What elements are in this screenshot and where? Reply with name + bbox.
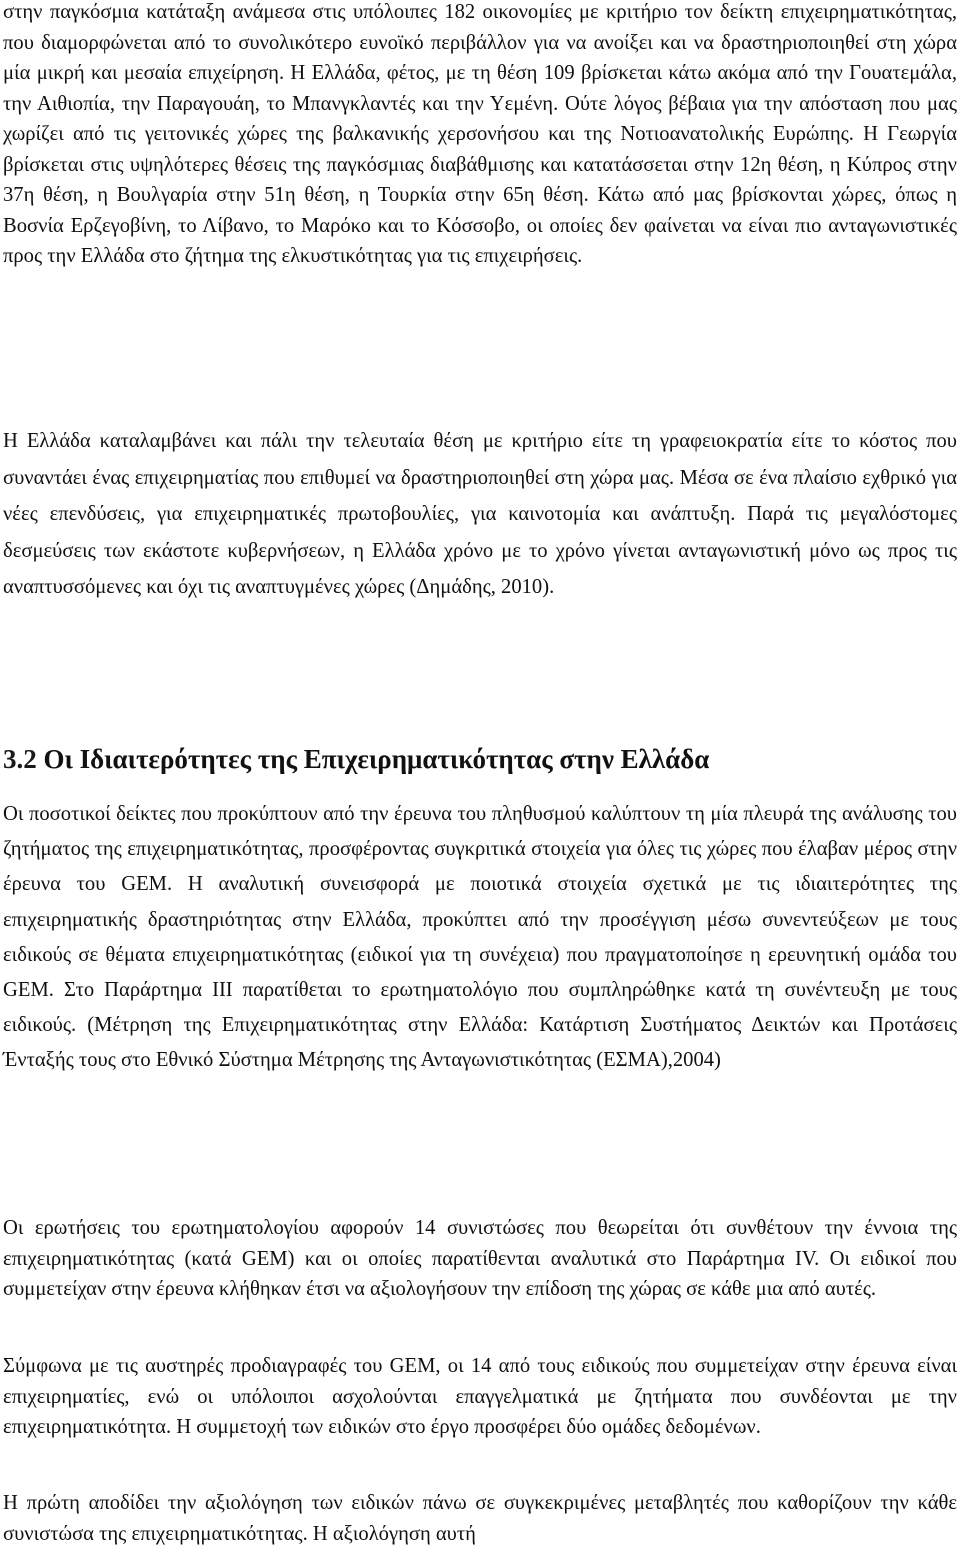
section-heading (3, 739, 957, 779)
paragraph-first-data-group: Η πρώτη αποδίδει την αξιολόγηση των ειδικών πάνω σε συγκεκριμένες μεταβλητές που καθορίζουν την κάθε συνιστώσα της επιχειρηματικότητας. Η αξιολόγηση αυτή (3, 1492, 957, 1545)
section-title: Οι Ιδιαιτερότητες της Επιχειρηματικότητας στην Ελλάδα (43, 744, 710, 774)
section-number: 3.2 (3, 744, 37, 774)
paragraph-gem-specifications: Σύμφωνα με τις αυστηρές προδιαγραφές του GEM, οι 14 από τους ειδικούς που συμμετείχαν στην έρευνα είναι επιχειρηματίες, ενώ οι υπόλοιποι ασχολούνται επαγγελματικά με ζητήματα που συνδέονται με την επιχειρηματικότητα. Η συμμετοχή των ειδικών στο έργο προσφέρει δύο ομάδες δεδομένων. (3, 1355, 957, 1438)
paragraph-questionnaire: Οι ερωτήσεις του ερωτηματολογίου αφορούν 14 συνιστώσες που θεωρείται ότι συνθέτουν την έννοια της επιχειρηματικότητας (κατά GEM) και οι οποίες παρατίθενται αναλυτικά στο Παράρτημα IV. Οι ειδικοί που συμμετείχαν στην έρευνα κλήθηκαν έτσι να αξιολογήσουν την επίδοση της χώρας σε κάθε μια από αυτές. (3, 1217, 957, 1300)
paragraph-greece-last-place: Η Ελλάδα καταλαμβάνει και πάλι την τελευταία θέση με κριτήριο είτε τη γραφειοκρατία είτε το κόστος που συναντάει ένας επιχειρηματίας που επιθυμεί να δραστηριοποιηθεί στη χώρα μας. Μέσα σε ένα πλαίσιο εχθρικό για νέες επενδύσεις, για επιχειρηματικές πρωτοβουλίες, για καινοτομία και ανάπτυξη. Παρά τις μεγαλόστομες δεσμεύσεις των εκάστοτε κυβερνήσεων, η Ελλάδα χρόνο με το χρόνο γίνεται ανταγωνιστική μόνο ως προς τις αναπτυσσόμενες και όχι τις αναπτυγμένες χώρες (Δημάδης, 2010). (3, 430, 957, 599)
paragraph-quantitative-indicators: Οι ποσοτικοί δείκτες που προκύπτουν από την έρευνα του πληθυσμού καλύπτουν τη μία πλευρά της ανάλυσης του ζητήματος της επιχειρηματικότητας, προσφέροντας συγκριτικά στοιχεία για όλες τις χώρες που έλαβαν μέρος στην έρευνα του GEM. Η αναλυτική συνεισφορά με ποιοτικά στοιχεία σχετικά με τις ιδιαιτερότητες της επιχειρηματικής δραστηριότητας στην Ελλάδα, προκύπτει από την προσέγγιση μέσω συνεντεύξεων με τους ειδικούς σε θέματα επιχειρηματικότητας (ειδικοί για τη συνέχεια) που πραγματοποίησε η ερευνητική ομάδα του GEM. Στο Παράρτημα ΙΙΙ παρατίθεται το ερωτηματολόγιο που συμπληρώθηκε κατά τη συνέντευξη με τους ειδικούς. (Μέτρηση της Επιχειρηματικότητας στην Ελλάδα: Κατάρτιση Συστήματος Δεικτών και Προτάσεις Ένταξής τους στο Εθνικό Σύστημα Μέτρησης της Ανταγωνιστικότητας (ΕΣΜΑ),2004) (3, 803, 957, 1072)
paragraph-ranking-comparison: στην παγκόσμια κατάταξη ανάμεσα στις υπόλοιπες 182 οικονομίες με κριτήριο τον δείκτη επιχειρηματικότητας, που διαμορφώνεται από το συνολικότερο ευνοϊκό περιβάλλον για να ανοίξει και να δραστηριοποιηθεί στη χώρα μία μικρή και μεσαία επιχείρηση. Η Ελλάδα, φέτος, με τη θέση 109 βρίσκεται κάτω ακόμα από την Γουατεμάλα, την Αιθιοπία, την Παραγουάη, το Μπανγκλαντές και την Υεμένη. Ούτε λόγος βέβαια για την απόσταση που μας χωρίζει από τις γειτονικές χώρες της βαλκανικής χερσονήσου και της Νοτιοανατολικής Ευρώπης. Η Γεωργία βρίσκεται στις υψηλότερες θέσεις της παγκόσμιας διαβάθμισης και κατατάσσεται στην 12η θέση, η Κύπρος στην 37η θέση, η Βουλγαρία στην 51η θέση, η Τουρκία στην 65η θέση. Κάτω από μας βρίσκονται χώρες, όπως η Βοσνία Ερζεγοβίνη, το Λίβανο, το Μαρόκο και το Κόσσοβο, οι οποίες δεν φαίνεται να είναι πιο ανταγωνιστικές προς την Ελλάδα στο ζήτημα της ελκυστικότητας για τις επιχειρήσεις. (3, 1, 957, 267)
